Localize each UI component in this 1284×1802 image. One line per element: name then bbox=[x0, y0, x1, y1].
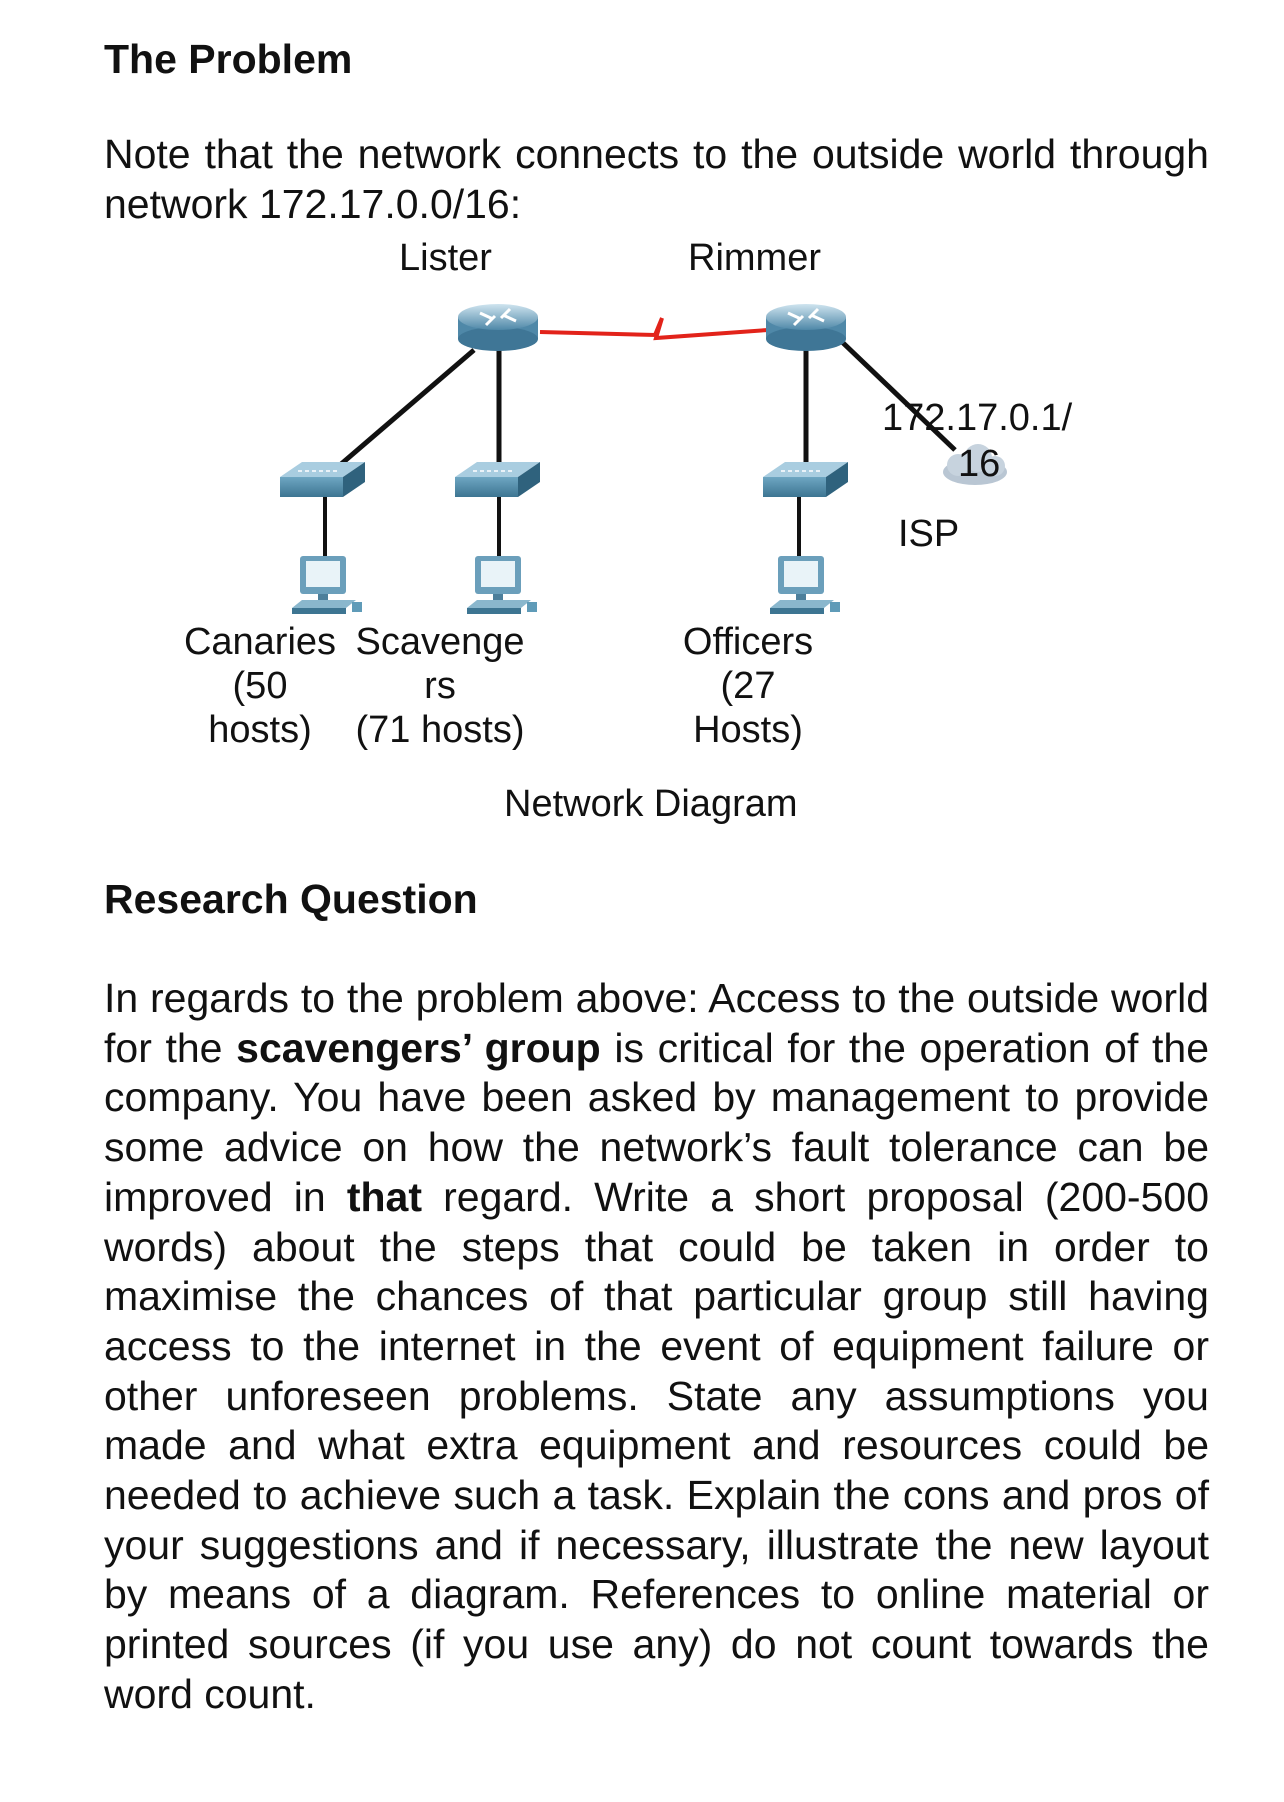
pc-icon bbox=[292, 556, 362, 614]
bold-that: that bbox=[346, 1173, 422, 1220]
page-title: The Problem bbox=[104, 36, 353, 82]
router-icon bbox=[458, 304, 538, 351]
bold-scavengers-group: scavengers’ group bbox=[236, 1024, 601, 1071]
pc-icon bbox=[770, 556, 840, 614]
switch-icon bbox=[763, 462, 848, 497]
link-lister-canaries-switch bbox=[340, 350, 474, 465]
router-label-lister: Lister bbox=[399, 237, 492, 279]
diagram-caption: Network Diagram bbox=[504, 783, 798, 825]
router-label-rimmer: Rimmer bbox=[688, 237, 821, 279]
switch-icon bbox=[455, 462, 540, 497]
research-question-heading: Research Question bbox=[104, 876, 478, 922]
pc-icon bbox=[467, 556, 537, 614]
isp-address-line1: 172.17.0.1/ bbox=[882, 397, 1073, 439]
isp-label: ISP bbox=[898, 513, 960, 555]
serial-link-lister-rimmer bbox=[540, 318, 768, 338]
group-scavengers-label: Scavenge rs (71 hosts) bbox=[355, 621, 525, 751]
intro-paragraph: Note that the network connects to the outside world through network 172.17.0.0/16: bbox=[104, 131, 1209, 227]
switch-icon bbox=[280, 462, 365, 497]
group-officers-label: Officers (27 Hosts) bbox=[682, 621, 814, 751]
router-icon bbox=[766, 304, 846, 351]
isp-address-line2: 16 bbox=[958, 443, 1001, 485]
research-question-paragraph: In regards to the problem above: Access to the outside world for the scavengers’ group is critical for the operation of the company. You have been asked by management to provide some advice on how the network’s fault tolerance can be improved in that regard. Write a short proposal (200-500 words) about the steps that could be taken in order to maximise the chances of that particular group still having access to the internet in the event of equipment failure or other unforeseen problems. State any assumptions you made and what extra equipment and resources could be needed to achieve such a task. Explain the cons and pros of your suggestions and if necessary, illustrate the new layout by means of a diagram. References to online material or printed sources (if you use any) do not count towards the word count. bbox=[104, 975, 1209, 1717]
group-canaries-label: Canaries (50 hosts) bbox=[183, 621, 337, 751]
